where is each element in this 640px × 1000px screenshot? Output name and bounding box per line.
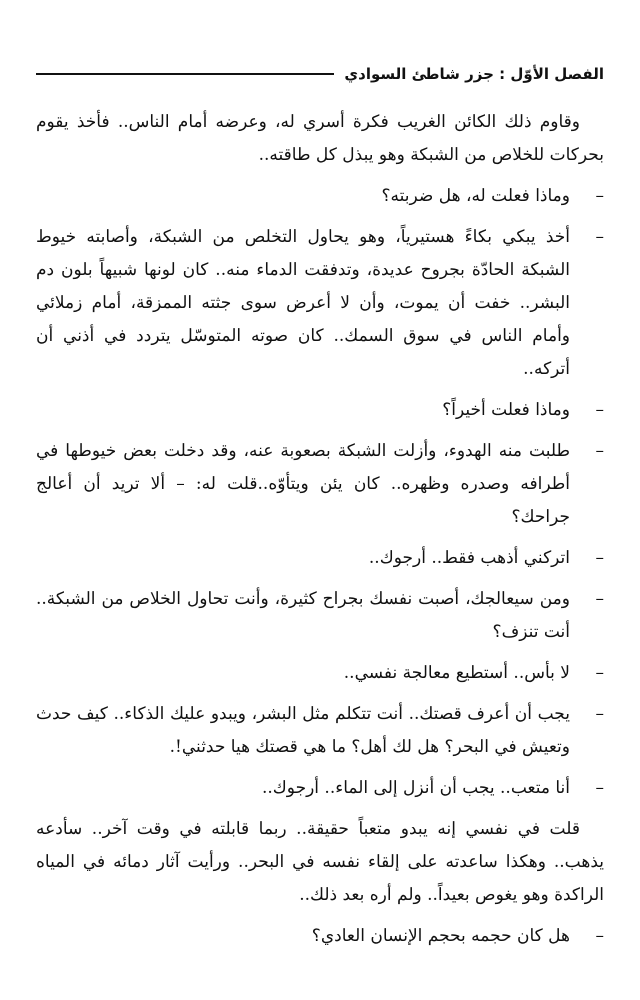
paragraph-narration: قلت في نفسي إنه يبدو متعباً حقيقة.. ربما قابلته في وقت آخر.. سأدعه يذهب.. وهكذا ساعدته على إلقاء نفسه في البحر.. ورأيت آثار دمائه في المياه الراكدة وهو يغوص بعيداً.. ولم أره بعد ذلك.. (36, 819, 604, 905)
dialogue-text: يجب أن أعرف قصتك.. أنت تتكلم مثل البشر، ويبدو عليك الذكاء.. كيف حدث وتعيش في البحر؟ هل لك أهل؟ ما هي قصتك هيا حدثني!. (36, 704, 570, 757)
dialogue-dash: – (595, 663, 604, 683)
dialogue-line (36, 920, 604, 953)
dialogue-line (36, 394, 604, 427)
paragraph-intro: وقاوم ذلك الكائن الغريب فكرة أسري له، وعرضه أمام الناس.. فأخذ يقوم بحركات للخلاص من الشبكة وهو يبذل كل طاقته.. (36, 112, 604, 165)
dialogue-line (36, 772, 604, 805)
dialogue-dash: – (595, 400, 604, 420)
dialogue-dash: – (595, 589, 604, 609)
running-header (36, 60, 604, 88)
dialogue-dash: – (595, 441, 604, 461)
dialogue-text: أخذ يبكي بكاءً هستيرياً، وهو يحاول التخلص من الشبكة، وأصابته خيوط الشبكة الحادّة بجروح عديدة، وتدفقت الدماء منه.. كان لونها شبيهاً بلون دم البشر.. خفت أن يموت، وأن لا أعرض سوى جثته الممزقة، أمام زملائي وأمام الناس في سوق السمك.. كان صوته المتوسّل يتردد في أذني أن أتركه.. (36, 227, 570, 379)
dialogue-dash: – (595, 778, 604, 798)
dialogue-dash: – (595, 548, 604, 568)
dialogue-line (36, 221, 604, 386)
header-rule (36, 73, 334, 75)
dialogue-text: طلبت منه الهدوء، وأزلت الشبكة بصعوبة عنه، وقد دخلت بعض خيوطها في أطرافه وصدره وظهره.. كان يئن ويتأوّه..قلت له: – ألا تريد أن أعالج جراحك؟ (36, 441, 570, 527)
book-page (36, 60, 604, 961)
dialogue-text: لا بأس.. أستطيع معالجة نفسي.. (343, 663, 570, 683)
dialogue-text: ومن سيعالجك، أصبت نفسك بجراح كثيرة، وأنت تحاول الخلاص من الشبكة.. أنت تنزف؟ (36, 589, 570, 642)
dialogue-dash: – (595, 186, 604, 206)
dialogue-text: اتركني أذهب فقط.. أرجوك.. (368, 548, 570, 568)
dialogue-line (36, 435, 604, 534)
dialogue-line (36, 657, 604, 690)
dialogue-text: وماذا فعلت أخيراً؟ (442, 400, 570, 420)
dialogue-line (36, 180, 604, 213)
dialogue-text: هل كان حجمه بحجم الإنسان العادي؟ (311, 926, 570, 946)
dialogue-line (36, 583, 604, 649)
dialogue-text: أنا متعب.. يجب أن أنزل إلى الماء.. أرجوك.. (261, 778, 570, 798)
dialogue-line (36, 542, 604, 575)
dialogue-dash: – (595, 704, 604, 724)
dialogue-text: وماذا فعلت له، هل ضربته؟ (381, 186, 570, 206)
dialogue-line (36, 698, 604, 764)
dialogue-dash: – (595, 926, 604, 946)
chapter-title: الفصل الأوّل : جزر شاطئ السوادي (344, 65, 604, 83)
dialogue-dash: – (595, 227, 604, 247)
